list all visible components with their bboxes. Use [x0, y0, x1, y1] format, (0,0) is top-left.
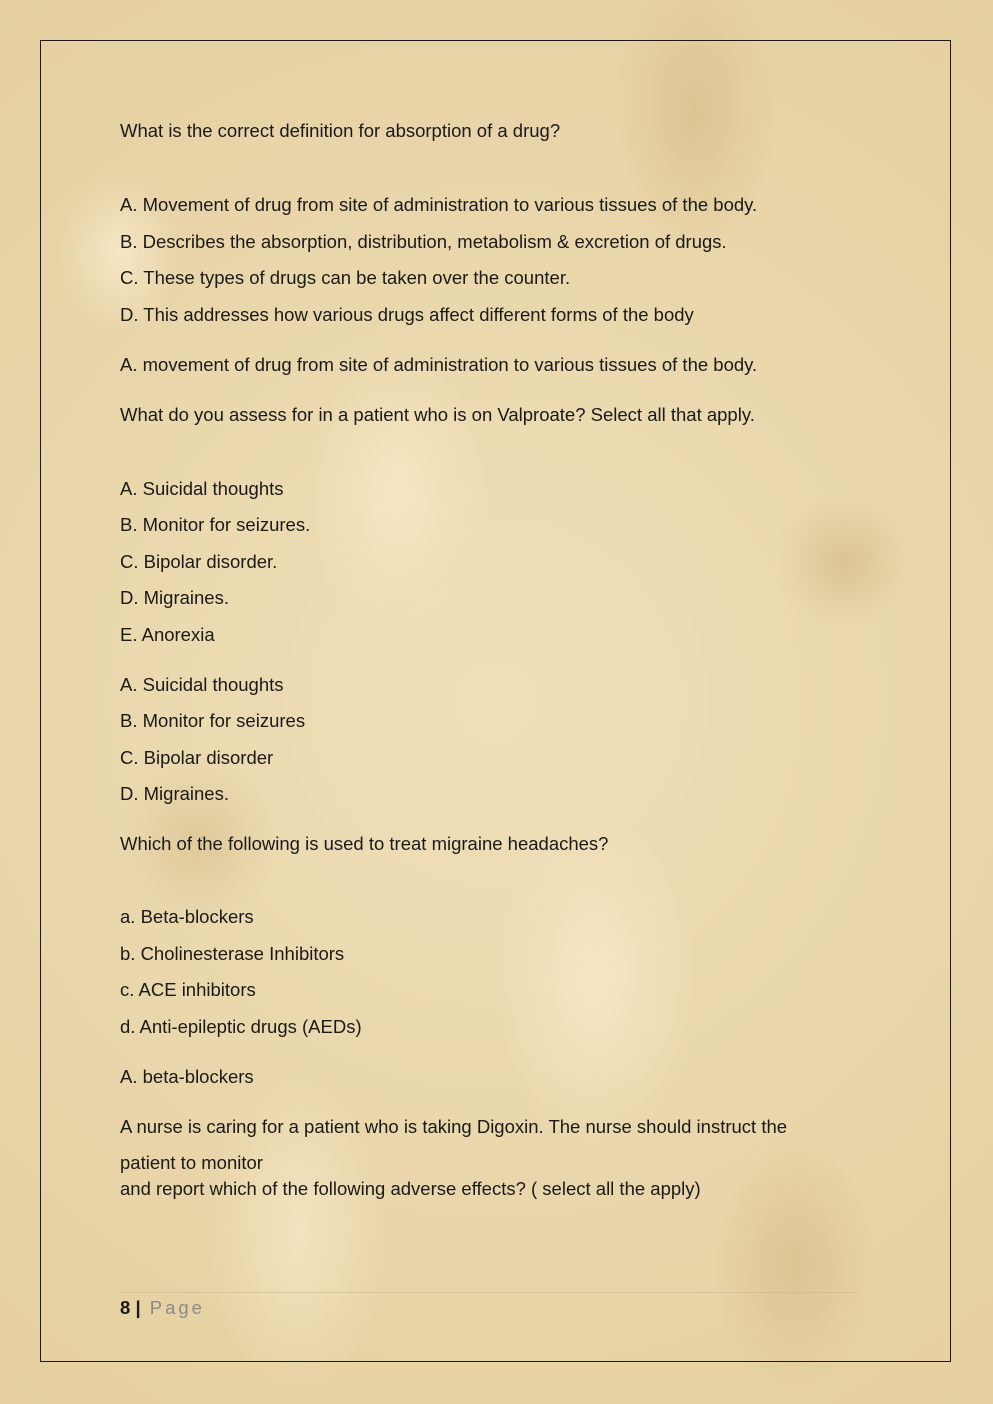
question-text: What is the correct definition for absorption of a drug?: [120, 120, 561, 141]
answer-option: E. Anorexia: [120, 623, 215, 645]
answer-option: C. Bipolar disorder.: [120, 550, 278, 572]
footer-separator: |: [135, 1297, 141, 1318]
answer-option: B. Monitor for seizures.: [120, 514, 311, 535]
answer-option: c. ACE inhibitors: [120, 979, 256, 1000]
answer-option: B. Describes the absorption, distribution, metabolism & excretion of drugs.: [120, 230, 727, 252]
correct-answer: B. Monitor for seizures: [120, 710, 306, 731]
correct-answer: A. Suicidal thoughts: [120, 673, 284, 695]
answer-option: A. Suicidal thoughts: [120, 477, 284, 499]
correct-answer: A. beta-blockers: [120, 1065, 254, 1087]
question-text: Which of the following is used to treat migraine headaches?: [120, 833, 609, 854]
answer-option: D. Migraines.: [120, 587, 229, 608]
answer-option: a. Beta-blockers: [120, 906, 254, 927]
text-line: A nurse is caring for a patient who is taking Digoxin. The nurse should instruct the: [120, 1115, 788, 1137]
correct-answer: D. Migraines.: [120, 783, 229, 804]
answer-option: C. These types of drugs can be taken over the counter.: [120, 267, 571, 288]
question-text: What do you assess for in a patient who is on Valproate? Select all that apply.: [120, 403, 755, 425]
page-label: Page: [149, 1297, 205, 1318]
text-line: patient to monitor: [120, 1152, 263, 1173]
correct-answer: C. Bipolar disorder: [120, 746, 274, 768]
answer-option: d. Anti-epileptic drugs (AEDs): [120, 1015, 362, 1037]
answer-option: D. This addresses how various drugs affect different forms of the body: [120, 303, 694, 325]
answer-option: A. Movement of drug from site of administration to various tissues of the body.: [120, 194, 758, 215]
text-line: and report which of the following adverse effects? ( select all the apply): [120, 1178, 701, 1199]
document-body: [120, 118, 850, 1202]
page-footer: [120, 1296, 205, 1320]
correct-answer: A. movement of drug from site of administration to various tissues of the body.: [120, 353, 758, 375]
answer-option: b. Cholinesterase Inhibitors: [120, 942, 345, 964]
footer-divider: [118, 1292, 858, 1293]
page-number: 8: [120, 1297, 131, 1318]
